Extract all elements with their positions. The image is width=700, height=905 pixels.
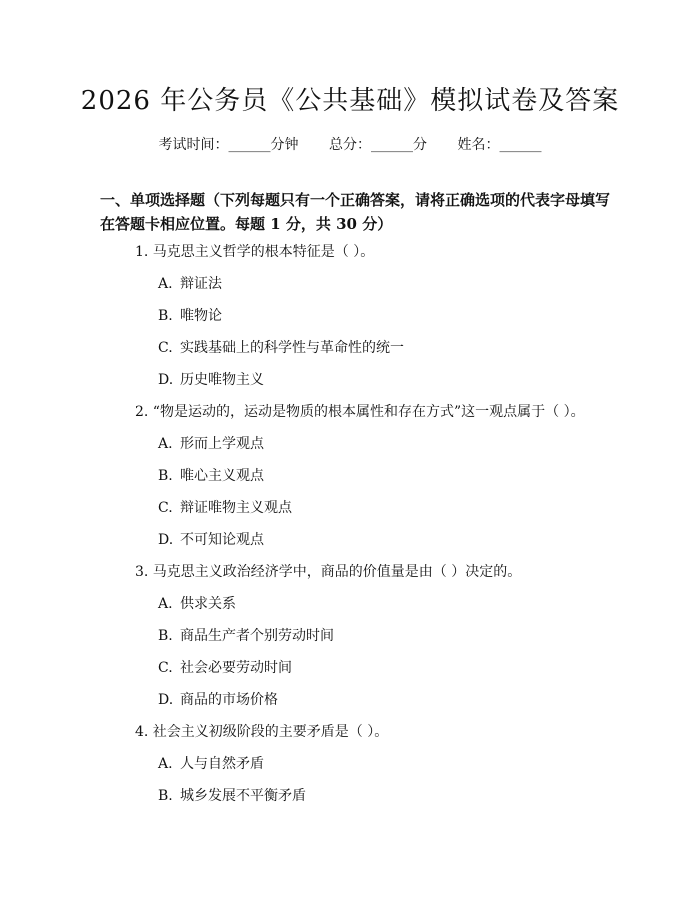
- question-4: [0, 722, 700, 818]
- option-text: 社会必要劳动时间: [180, 660, 292, 676]
- exam-info-line: [0, 134, 700, 154]
- question-stem: 3. 马克思主义政治经济学中，商品的价值量是由（ ）决定的。: [135, 564, 522, 580]
- question-option: [158, 658, 598, 690]
- option-letter: A.: [158, 436, 173, 452]
- document-title: 2026 年公务员《公共基础》模拟试卷及答案: [80, 86, 620, 116]
- option-letter: D.: [158, 692, 174, 708]
- option-letter: D.: [158, 372, 174, 388]
- option-text: 唯物论: [180, 308, 222, 324]
- option-text: 形而上学观点: [180, 436, 264, 452]
- option-letter: B.: [158, 308, 173, 324]
- question-option: [158, 786, 598, 818]
- option-letter: B.: [158, 628, 173, 644]
- total-score-field: 总分：______分: [329, 137, 427, 153]
- question-option: [158, 594, 598, 626]
- question-1: [0, 242, 700, 402]
- option-letter: C.: [158, 660, 173, 676]
- question-option: [158, 370, 598, 402]
- question-option: [158, 306, 598, 338]
- question-stem: 2. “物是运动的，运动是物质的根本属性和存在方式”这一观点属于（ ）。: [135, 404, 585, 420]
- option-text: 城乡发展不平衡矛盾: [180, 788, 306, 804]
- option-text: 唯心主义观点: [180, 468, 264, 484]
- option-letter: A.: [158, 276, 173, 292]
- option-text: 供求关系: [180, 596, 236, 612]
- question-option: [158, 498, 598, 530]
- question-option: [158, 338, 598, 370]
- option-letter: B.: [158, 788, 173, 804]
- name-field: 姓名：______: [457, 137, 542, 153]
- option-text: 历史唯物主义: [180, 372, 264, 388]
- question-option: [158, 434, 598, 466]
- exam-time-field: 考试时间：______分钟: [158, 137, 299, 153]
- option-letter: A.: [158, 756, 173, 772]
- section-heading: 一、单项选择题（下列每题只有一个正确答案，请将正确选项的代表字母填写在答题卡相应位置。每题 1 分，共 30 分）: [100, 191, 611, 233]
- question-stem: 4. 社会主义初级阶段的主要矛盾是（ ）。: [135, 724, 389, 740]
- question-option: [158, 530, 598, 562]
- option-text: 辩证唯物主义观点: [180, 500, 292, 516]
- option-letter: A.: [158, 596, 173, 612]
- question-3: [0, 562, 700, 722]
- option-text: 辩证法: [180, 276, 222, 292]
- option-letter: C.: [158, 500, 173, 516]
- option-letter: B.: [158, 468, 173, 484]
- question-option: [158, 754, 598, 786]
- option-text: 不可知论观点: [180, 532, 264, 548]
- option-text: 商品的市场价格: [180, 692, 278, 708]
- question-option: [158, 690, 598, 722]
- question-stem: 1. 马克思主义哲学的根本特征是（ ）。: [135, 244, 375, 260]
- question-option: [158, 626, 598, 658]
- option-text: 商品生产者个别劳动时间: [180, 628, 334, 644]
- option-letter: D.: [158, 532, 174, 548]
- question-option: [158, 274, 598, 306]
- option-text: 人与自然矛盾: [180, 756, 264, 772]
- option-text: 实践基础上的科学性与革命性的统一: [180, 340, 404, 356]
- option-letter: C.: [158, 340, 173, 356]
- question-option: [158, 466, 598, 498]
- question-2: [0, 402, 700, 562]
- question-list: [0, 242, 700, 818]
